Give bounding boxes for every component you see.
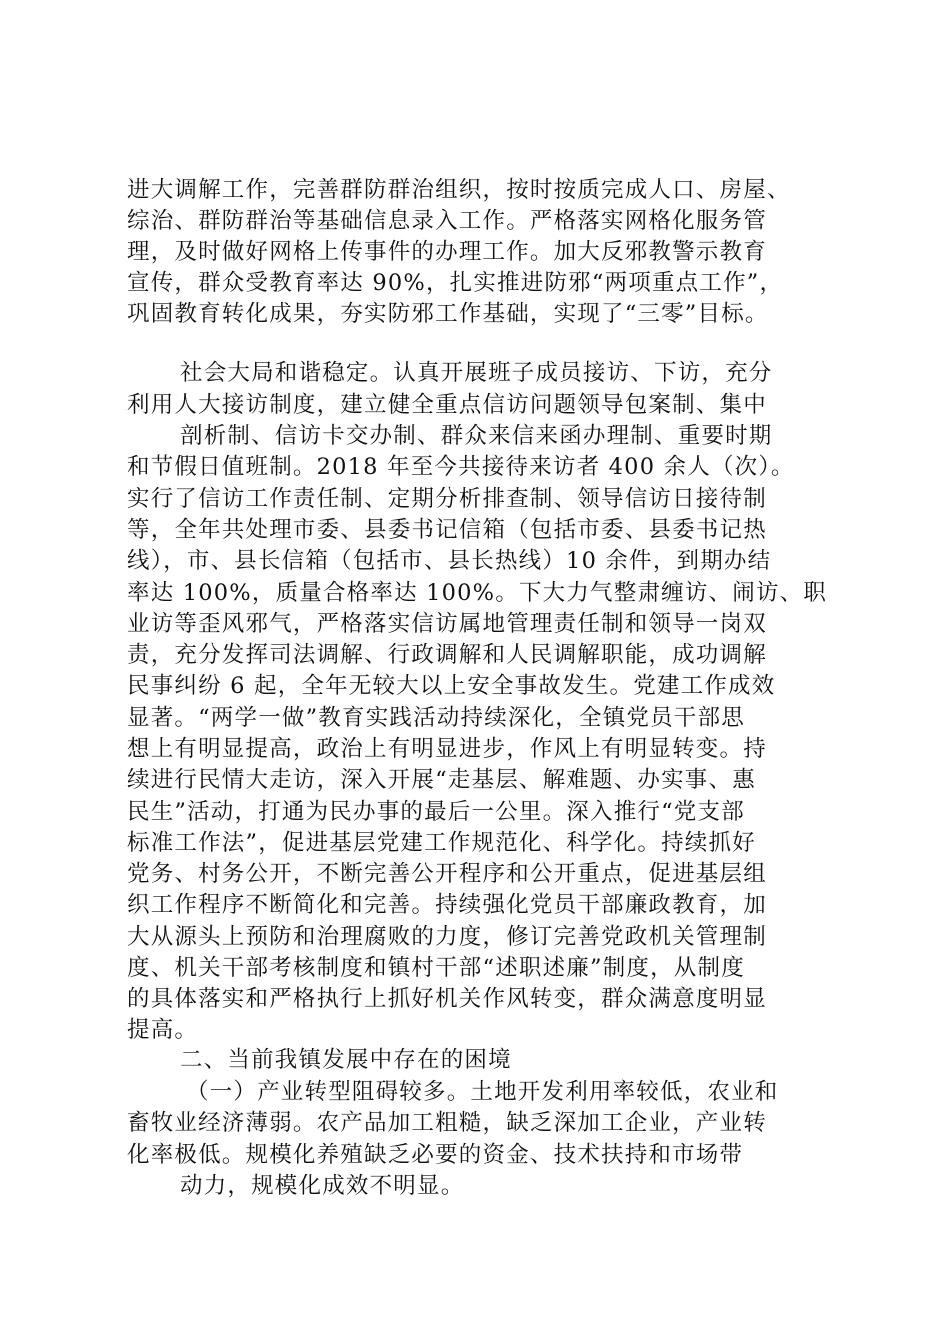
text-line: 党务、村务公开，不断完善公开程序和公开重点，促进基层组 [127,861,767,887]
text-line: 业访等歪风邪气，严格落实信访属地管理责任制和领导一岗双 [127,611,767,637]
text-line: 想上有明显提高，政治上有明显进步，作风上有明显转变。持 [127,736,767,762]
text-line: 进大调解工作，完善群防群治组织，按时按质完成人口、房屋、 [127,177,791,203]
text-line: 率达 100%，质量合格率达 100%。下大力气整肃缠访、闹访、职 [127,580,828,606]
text-line: 综治、群防群治等基础信息录入工作。严格落实网格化服务管 [127,208,767,234]
text-line: 化率极低。规模化养殖缺乏必要的资金、技术扶持和市场带 [127,1142,744,1168]
paragraph-first-line: 社会大局和谐稳定。认真开展班子成员接访、下访，充分 [180,360,773,386]
text-line: 续进行民情大走访，深入开展“走基层、解难题、办实事、惠 [127,767,756,793]
text-line: 民生”活动，打通为民办事的最后一公里。深入推行“党支部 [127,799,745,825]
text-line: 显著。“两学一做”教育实践活动持续深化，全镇党员干部思 [127,705,745,731]
text-line: 畜牧业经济薄弱。农产品加工粗糙，缺乏深加工企业，产业转 [127,1110,767,1136]
text-line: 织工作程序不断简化和完善。持续强化党员干部廉政教育，加 [127,892,767,918]
text-line: 民事纠纷 6 起，全年无较大以上安全事故发生。党建工作成效 [127,673,776,699]
text-line: 提高。 [127,1017,199,1043]
text-line: 标准工作法”，促进基层党建工作规范化、科学化。持续抓好 [127,830,756,856]
text-line: 度、机关干部考核制度和镇村干部“述职述廉”制度，从制度 [127,955,745,981]
text-line: 理，及时做好网格上传事件的办理工作。加大反邪教警示教育 [127,239,767,265]
text-line: 巩固教育转化成果，夯实防邪工作基础，实现了“三零”目标。 [127,301,769,327]
section-heading: 二、当前我镇发展中存在的困境 [180,1047,512,1073]
text-line: 和节假日值班制。2018 年至今共接待来访者 400 余人（次）。 [127,454,795,480]
text-line: 等，全年共处理市委、县委书记信箱（包括市委、县委书记热 [127,517,767,543]
text-line: 利用人大接访制度，建立健全重点信访问题领导包案制、集中 [127,392,767,418]
text-line: 宣传，群众受教育率达 90%，扎实推进防邪“两项重点工作”， [127,270,784,296]
text-line: 实行了信访工作责任制、定期分析排查制、领导信访日接待制 [127,486,767,512]
paragraph-first-line: （一）产业转型阻碍较多。土地开发利用率较低，农业和 [186,1079,779,1105]
text-line: 线），市、县长信箱（包括市、县长热线）10 余件，到期办结 [127,548,772,574]
text-line: 责，充分发挥司法调解、行政调解和人民调解职能，成功调解 [127,642,767,668]
text-line: 动力，规模化成效不明显。 [180,1173,465,1199]
text-line: 大从源头上预防和治理腐败的力度，修订完善党政机关管理制 [127,924,767,950]
text-line: 剖析制、信访卡交办制、群众来信来函办理制、重要时期 [180,423,773,449]
text-line: 的具体落实和严格执行上抓好机关作风转变，群众满意度明显 [127,986,767,1012]
